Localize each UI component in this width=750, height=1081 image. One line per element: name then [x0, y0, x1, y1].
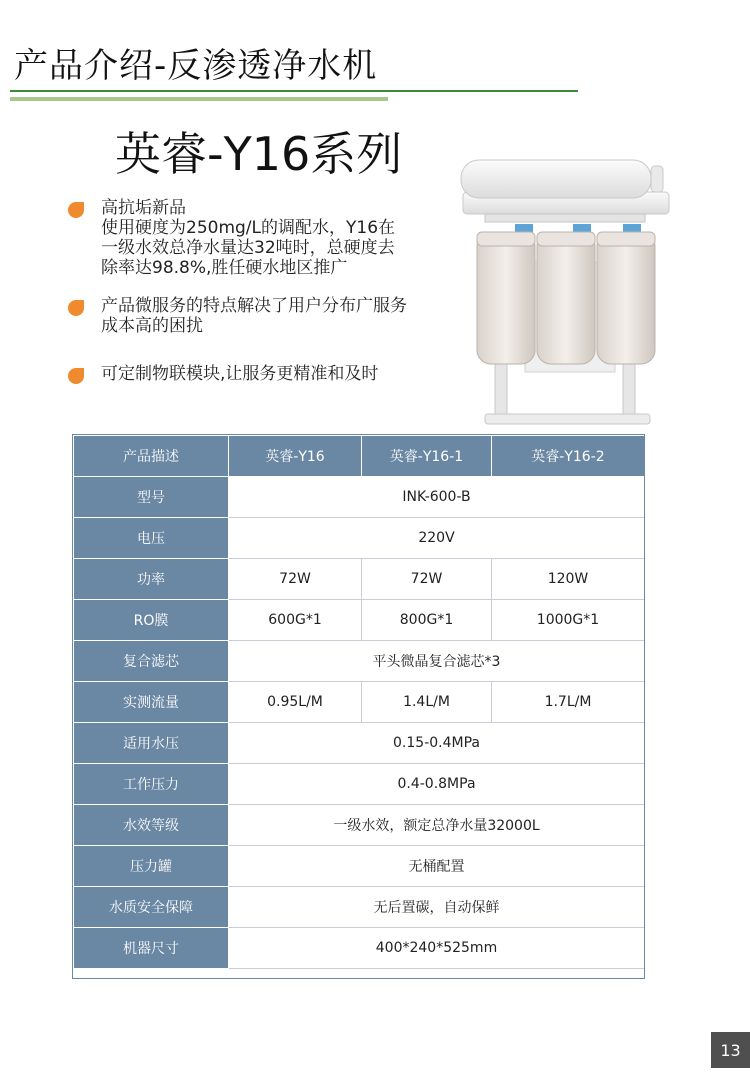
leaf-bullet-icon: [68, 300, 84, 316]
table-cell: 无后置碳，自动保鲜: [229, 887, 645, 928]
table-cell: 120W: [492, 559, 645, 600]
table-row: [74, 641, 645, 682]
table-cell: 0.95L/M: [229, 682, 362, 723]
table-cell: 220V: [229, 518, 645, 559]
row-label: 复合滤芯: [74, 641, 229, 682]
title-rule-light: [10, 97, 388, 101]
feature-text: 产品微服务的特点解决了用户分布广服务 成本高的困扰: [101, 296, 407, 336]
table-row: [74, 600, 645, 641]
spec-table: [73, 435, 645, 969]
table-row: [74, 928, 645, 969]
feature-item: [68, 364, 448, 384]
row-label: 水效等级: [74, 805, 229, 846]
table-header-cell: 产品描述: [74, 436, 229, 477]
table-cell: 1.7L/M: [492, 682, 645, 723]
row-label: RO膜: [74, 600, 229, 641]
table-cell: 72W: [229, 559, 362, 600]
table-header-row: [74, 436, 645, 477]
leaf-bullet-icon: [68, 368, 84, 384]
table-cell: 600G*1: [229, 600, 362, 641]
title-rule-dark: [10, 90, 578, 92]
table-row: [74, 518, 645, 559]
table-cell: 72W: [362, 559, 492, 600]
row-label: 电压: [74, 518, 229, 559]
row-label: 机器尺寸: [74, 928, 229, 969]
table-cell: 1.4L/M: [362, 682, 492, 723]
row-label: 型号: [74, 477, 229, 518]
table-cell: 平头微晶复合滤芯*3: [229, 641, 645, 682]
table-header-cell: 英睿-Y16-1: [362, 436, 492, 477]
row-label: 工作压力: [74, 764, 229, 805]
table-cell: 800G*1: [362, 600, 492, 641]
table-cell: 无桶配置: [229, 846, 645, 887]
row-label: 水质安全保障: [74, 887, 229, 928]
table-cell: 0.4-0.8MPa: [229, 764, 645, 805]
table-header-cell: 英睿-Y16: [229, 436, 362, 477]
product-heading: 英睿-Y16系列: [115, 127, 403, 181]
table-header-cell: 英睿-Y16-2: [492, 436, 645, 477]
page-number: 13: [711, 1032, 750, 1068]
page-title: 产品介绍-反渗透净水机: [14, 46, 378, 86]
row-label: 实测流量: [74, 682, 229, 723]
feature-item: [68, 198, 448, 278]
feature-text: 可定制物联模块,让服务更精准和及时: [101, 364, 379, 384]
table-row: [74, 887, 645, 928]
table-cell: INK-600-B: [229, 477, 645, 518]
table-row: [74, 477, 645, 518]
water-purifier-photo: [455, 152, 675, 430]
table-row: [74, 682, 645, 723]
row-label: 适用水压: [74, 723, 229, 764]
leaf-bullet-icon: [68, 202, 84, 218]
table-row: [74, 846, 645, 887]
row-label: 压力罐: [74, 846, 229, 887]
table-cell: 一级水效，额定总净水量32000L: [229, 805, 645, 846]
table-row: [74, 805, 645, 846]
table-row: [74, 764, 645, 805]
feature-item: [68, 296, 448, 336]
feature-text: 高抗垢新品 使用硬度为250mg/L的调配水，Y16在 一级水效总净水量达32吨时，总硬度去 除率达98.8%,胜任硬水地区推广: [101, 198, 396, 278]
row-label: 功率: [74, 559, 229, 600]
table-cell: 400*240*525mm: [229, 928, 645, 969]
table-cell: 1000G*1: [492, 600, 645, 641]
table-row: [74, 559, 645, 600]
table-cell: 0.15-0.4MPa: [229, 723, 645, 764]
feature-list: [68, 198, 448, 384]
table-row: [74, 723, 645, 764]
